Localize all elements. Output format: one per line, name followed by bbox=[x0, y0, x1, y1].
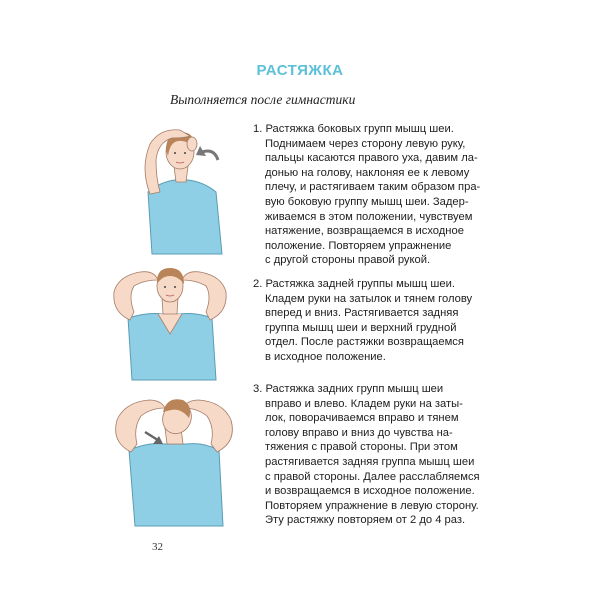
left-arm bbox=[114, 272, 158, 320]
step-1-line: плечу, и растягиваем таким образом пра- bbox=[265, 181, 481, 194]
step-3-line: 3. Растяжка задних групп мышц шеи bbox=[253, 383, 444, 395]
step-3-line: тяжения с правой стороны. При этом bbox=[265, 441, 458, 454]
page-number: 32 bbox=[152, 541, 163, 553]
step-3-line: и возвращаемся в исходное положение. bbox=[265, 485, 475, 498]
step-3-line: с правой стороны. Далее расслабляемся bbox=[265, 470, 480, 483]
step-1-line: живаемся в этом положении, чувствуем bbox=[265, 210, 473, 223]
step-2-line: в исходное положение. bbox=[265, 350, 386, 363]
side-neck-stretch-illustration bbox=[130, 108, 230, 258]
page-title: РАСТЯЖКА bbox=[256, 62, 344, 79]
step-2-text bbox=[253, 277, 473, 365]
step-3-line: вправо и влево. Кладем руки на заты- bbox=[265, 397, 463, 410]
back-neck-stretch-illustration bbox=[100, 262, 240, 382]
step-1-line: Поднимаем через сторону левую руку, bbox=[265, 137, 466, 150]
step-3-line: голову вправо и вниз до чувства на- bbox=[265, 426, 453, 439]
step-2-line: отдел. После растяжки возвращаемся bbox=[265, 336, 464, 349]
step-3-line: лок, поворачиваемся вправо и тянем bbox=[265, 412, 459, 425]
step-3-line: Эту растяжку повторяем от 2 до 4 раз. bbox=[265, 514, 466, 527]
step-1-line: с другой стороны правой рукой. bbox=[265, 254, 431, 267]
right-arm bbox=[182, 272, 226, 320]
step-3-line: растягивается задняя группа мышц шеи bbox=[265, 455, 475, 468]
step-2-line: вперед и вниз. Растягивается задняя bbox=[265, 307, 459, 320]
step-1-line: натяжение, возвращаемся в исходное bbox=[265, 225, 464, 238]
step-2-line: 2. Растяжка задней группы мышц шеи. bbox=[253, 278, 455, 290]
step-1-line: положение. Повторяем упражнение bbox=[265, 239, 452, 252]
step-1-line: 1. Растяжка боковых групп мышц шеи. bbox=[253, 123, 454, 135]
step-1-line: донью на голову, наклоняя ее к левому bbox=[265, 166, 470, 179]
step-2-line: группа мышц шеи и верхний грудной bbox=[265, 321, 457, 334]
step-1-line: вую боковую группу мышц шеи. Задер- bbox=[265, 195, 469, 208]
step-3-text bbox=[253, 382, 480, 528]
rotated-neck-stretch-illustration bbox=[105, 388, 245, 528]
torso-shirt bbox=[129, 444, 223, 526]
page-subtitle: Выполняется после гимнастики bbox=[170, 92, 356, 107]
step-2-line: Кладем руки на затылок и тянем голову bbox=[265, 292, 473, 305]
step-3-line: Повторяем упражнение в левую сторону. bbox=[265, 499, 479, 512]
step-1-line: пальцы касаются правого уха, давим ла- bbox=[265, 152, 478, 165]
step-1-text bbox=[253, 122, 481, 268]
